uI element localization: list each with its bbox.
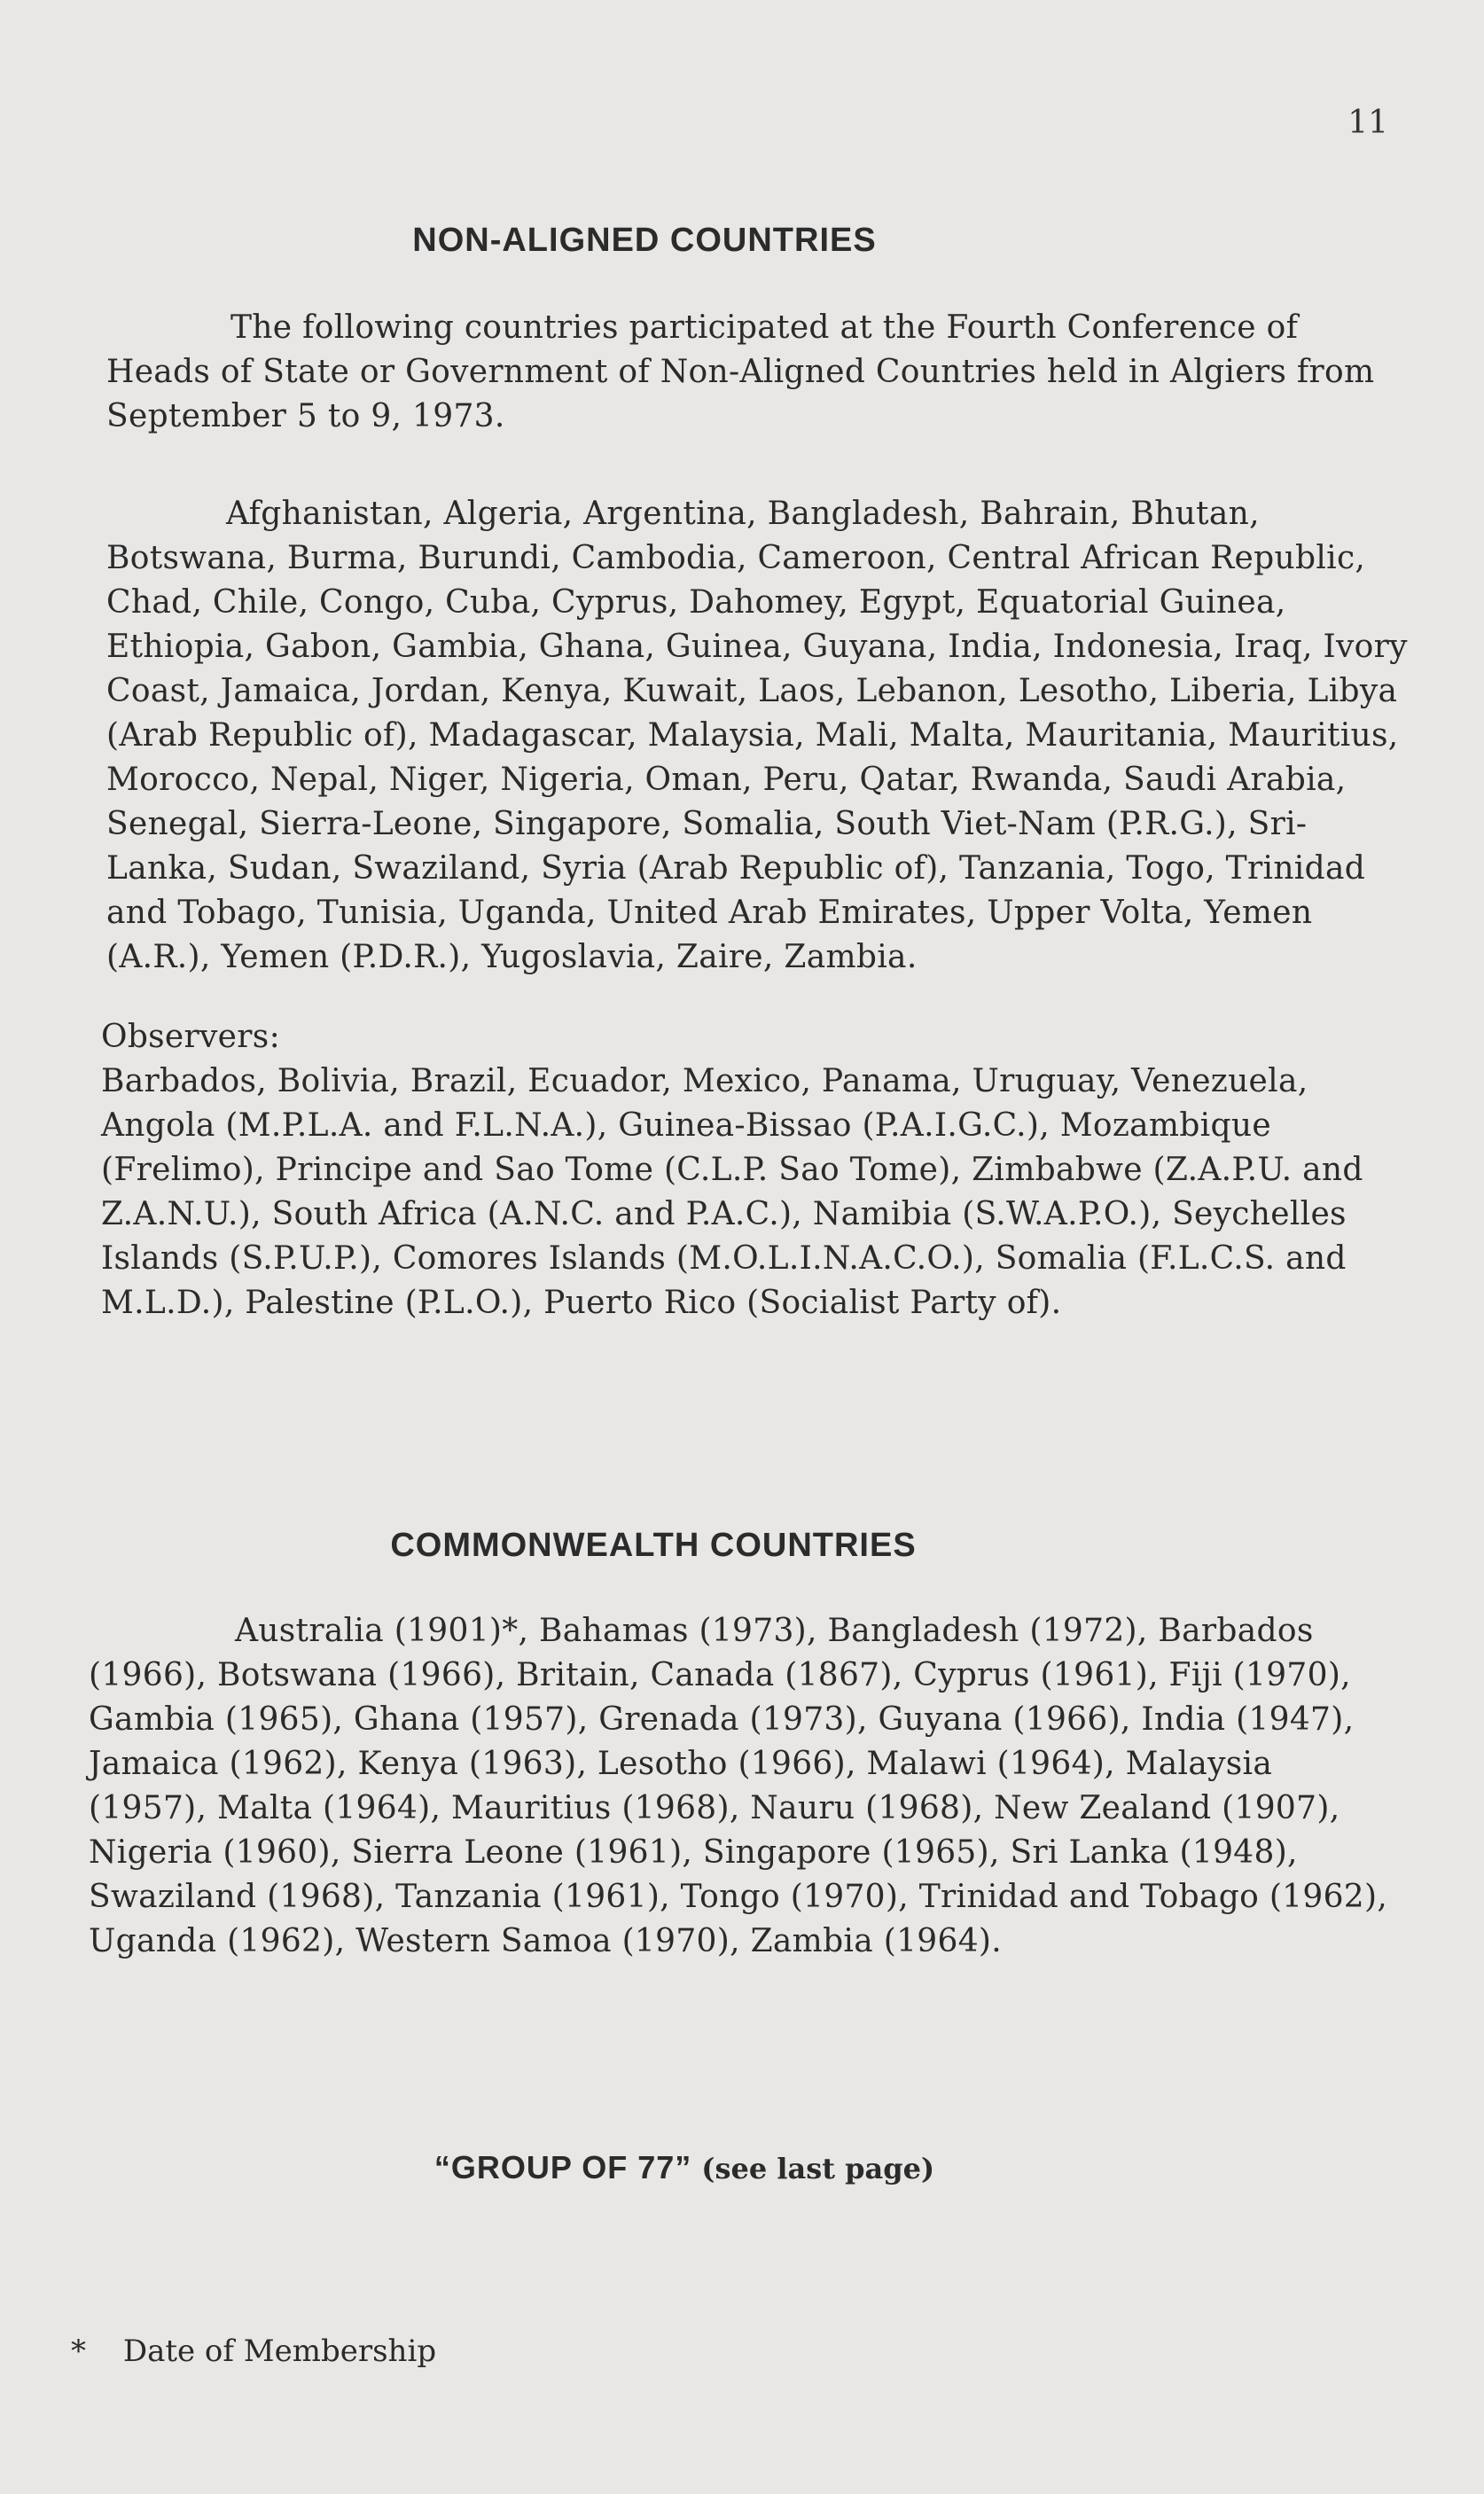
commonwealth-country-list: Australia (1901)*, Bahamas (1973), Bangladesh (1972), Barbados (1966), Botswana (1966), Britain, Canada (1867), Cyprus (1961), Fiji (1970), Gambia (1965), Ghana (1957), Grenada (1973), Guyana (1966), India (1947), Jamaica (1962), Kenya (1963), Lesotho (1966), Malawi (1964), Malaysia (1957), Malta (1964), Mauritius (1968), Nauru (1968), New Zealand (1907), Nigeria (1960), Sierra Leone (1961), Singapore (1965), Sri Lanka (1948), Swaziland (1968), Tanzania (1961), Tongo (1970), Trinidad and Tobago (1962), Uganda (1962), Western Samoa (1970), Zambia (1964).: [89, 1613, 1388, 1959]
non-aligned-intro: The following countries participated at the Fourth Conference of Heads of State or Government of Non-Aligned Countries held in Algiers from September 5 to 9, 1973.: [106, 309, 1375, 434]
observers-list: Barbados, Bolivia, Brazil, Ecuador, Mexico, Panama, Uruguay, Venezuela, Angola (M.P.L.A. and F.L.N.A.), Guinea-Bissao (P.A.I.G.C.), Mozambique (Frelimo), Principe and Sao Tome (C.L.P. Sao Tome), Zimbabwe (Z.A.P.U. and Z.A.N.U.), South Africa (A.N.C. and P.A.C.), Namibia (S.W.A.P.O.), Seychelles Islands (S.P.U.P.), Comores Islands (M.O.L.I.N.A.C.O.), Somalia (F.L.C.S. and M.L.D.), Palestine (P.L.O.), Puerto Rico (Socialist Party of).: [101, 1063, 1363, 1321]
group-of-77-title: “GROUP OF 77”: [433, 2149, 692, 2185]
group-of-77-heading: [0, 2149, 1426, 2186]
footnote-marker: *: [71, 2334, 86, 2369]
group-of-77-note: (see last page): [701, 2152, 935, 2185]
footnote: [71, 2334, 436, 2369]
commonwealth-heading: COMMONWEALTH COUNTRIES: [390, 1527, 917, 1564]
non-aligned-heading: NON-ALIGNED COUNTRIES: [412, 222, 877, 259]
footnote-text: Date of Membership: [122, 2334, 437, 2369]
page-number: 11: [1347, 105, 1388, 141]
non-aligned-country-list: Afghanistan, Algeria, Argentina, Bangladesh, Bahrain, Bhutan, Botswana, Burma, Burundi, Cambodia, Cameroon, Central African Republic, Chad, Chile, Congo, Cuba, Cyprus, Dahomey, Egypt, Equatorial Guinea, Ethiopia, Gabon, Gambia, Ghana, Guinea, Guyana, India, Indonesia, Iraq, Ivory Coast, Jamaica, Jordan, Kenya, Kuwait, Laos, Lebanon, Lesotho, Liberia, Libya (Arab Republic of), Madagascar, Malaysia, Mali, Malta, Mauritania, Mauritius, Morocco, Nepal, Niger, Nigeria, Oman, Peru, Qatar, Rwanda, Saudi Arabia, Senegal, Sierra-Leone, Singapore, Somalia, South Viet-Nam (P.R.G.), Sri-Lanka, Sudan, Swaziland, Syria (Arab Republic of), Tanzania, Togo, Trinidad and Tobago, Tunisia, Uganda, United Arab Emirates, Upper Volta, Yemen (A.R.), Yemen (P.D.R.), Yugoslavia, Zaire, Zambia.: [106, 496, 1408, 975]
observers-label: Observers:: [101, 1019, 281, 1055]
